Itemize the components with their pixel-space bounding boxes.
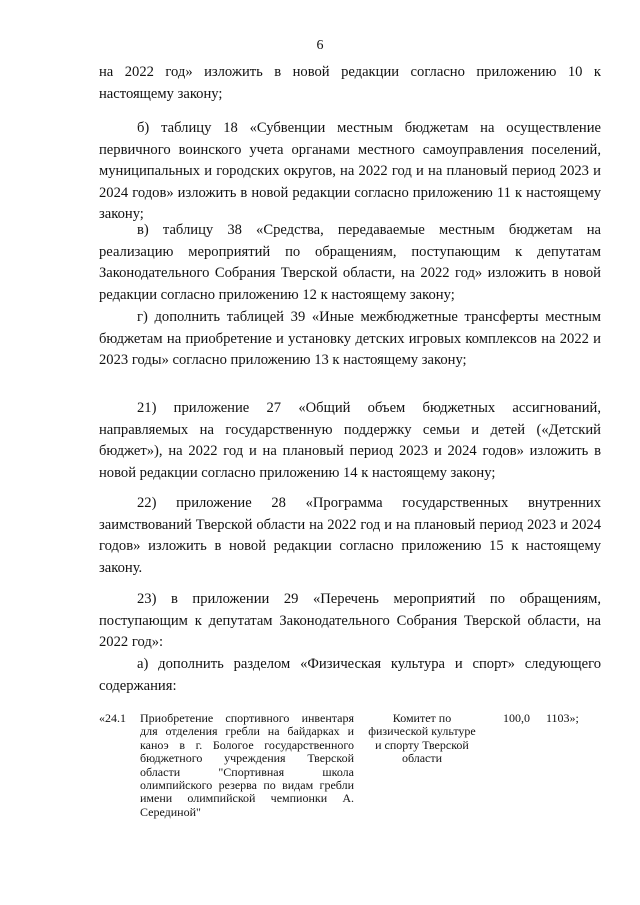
paragraph-item-a: а) дополнить разделом «Физическая культура и спорт» следующего содержания: [99,656,601,694]
page-number: 6 [316,38,324,53]
row-organization-cell: Комитет по физической культуре и спорту Тверской области [368,711,476,766]
paragraph-item-g: г) дополнить таблицей 39 «Иные межбюджетные трансферты местным бюджетам на приобретение и установку детских игровых комплексов на 2022 и 2023 годы» согласно приложению 13 к настоящему закону; [99,309,601,368]
paragraph-item-22: 22) приложение 28 «Программа государственных внутренних заимствований Тверской области на 2022 год и на плановый период 2023 и 2024 годов» изложить в новой редакции согласно приложению 15 к настоящему закону. [99,495,601,576]
row-name-cell: Приобретение спортивного инвентаря для отделения гребли на байдарках и каноэ в г. Бологое государственного бюджетного учреждения Тверской области "Спортивная школа олимпийского резерва по видам гребли имени олимпийской чемпионки А. Серединой" [140,711,354,819]
paragraph-item-21: 21) приложение 27 «Общий объем бюджетных ассигнований, направляемых на государственную поддержку семьи и детей («Детский бюджет»), на 2022 год и на плановый период 2023 и 2024 годов» изложить в новой редакции согласно приложению 14 к настоящему закону; [99,400,601,481]
row-code-cell: «24.1 [99,711,126,725]
paragraph-item-23: 23) в приложении 29 «Перечень мероприятий по обращениям, поступающим к депутатам Законодательного Собрания Тверской области, на 2022 год»: [99,591,601,650]
paragraph-item-b: б) таблицу 18 «Субвенции местным бюджетам на осуществление первичного воинского учета органами местного самоуправления поселений, муниципальных и городских округов, на 2022 год и на плановый период 2023 и 2024 годов» изложить в новой редакции согласно приложению 11 к настоящему закону; [99,120,601,222]
row-section-cell: 1103»; [546,711,579,725]
paragraph-item-v: в) таблицу 38 «Средства, передаваемые местным бюджетам на реализацию мероприятий по обращениям, поступающим к депутатам Законодательного Собрания Тверской области, на 2022 год» изложить в новой редакции согласно приложению 12 к настоящему закону; [99,222,601,303]
row-amount-cell: 100,0 [503,711,530,725]
paragraph-continuation: на 2022 год» изложить в новой редакции согласно приложению 10 к настоящему закону; [99,64,601,102]
